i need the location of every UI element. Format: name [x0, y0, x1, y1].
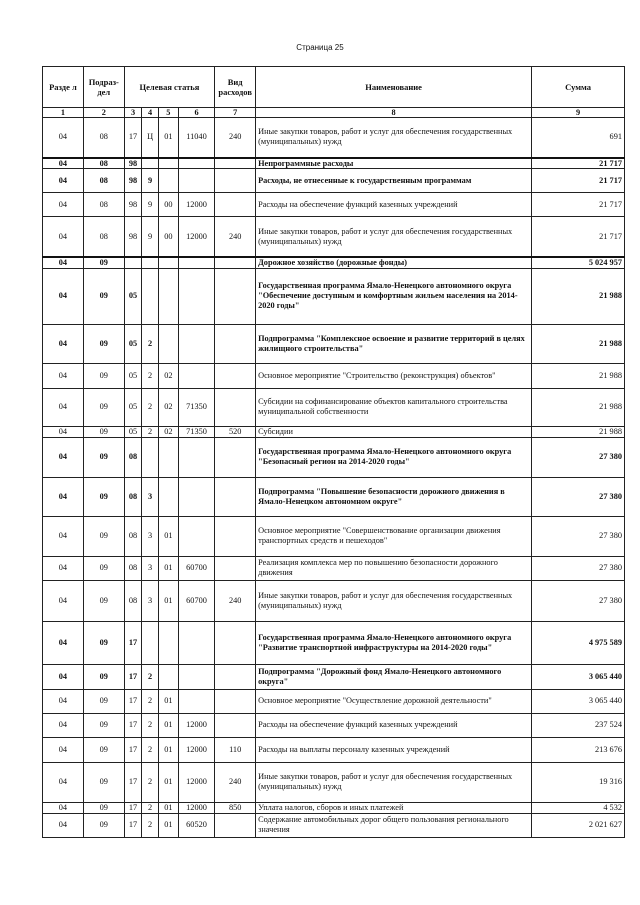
sum-cell: 2 021 627: [532, 813, 625, 837]
header-podrazdel: Подраз-дел: [83, 67, 124, 108]
event-cell: 01: [158, 802, 178, 813]
direction-cell: 60520: [178, 813, 214, 837]
razdel-cell: 04: [43, 516, 84, 556]
name-cell: Расходы, не отнесенные к государственным программам: [256, 169, 532, 193]
program-cell: 17: [124, 118, 142, 158]
program-cell: 17: [124, 664, 142, 689]
subprogram-cell: 2: [142, 324, 159, 363]
podrazdel-cell: 09: [83, 664, 124, 689]
podrazdel-cell: 09: [83, 737, 124, 762]
razdel-cell: 04: [43, 762, 84, 802]
razdel-cell: 04: [43, 158, 84, 169]
name-cell: Дорожное хозяйство (дорожные фонды): [256, 257, 532, 268]
expense-type-cell: 240: [215, 217, 256, 257]
name-cell: Субсидии: [256, 426, 532, 437]
podrazdel-cell: 09: [83, 713, 124, 737]
header-sum: Сумма: [532, 67, 625, 108]
sum-cell: 21 988: [532, 388, 625, 426]
event-cell: [158, 324, 178, 363]
expense-type-cell: [215, 169, 256, 193]
expense-type-cell: [215, 388, 256, 426]
program-cell: 98: [124, 193, 142, 217]
name-cell: Иные закупки товаров, работ и услуг для обеспечения государственных (муниципальных) нужд: [256, 118, 532, 158]
program-cell: 05: [124, 363, 142, 388]
program-cell: 05: [124, 388, 142, 426]
podrazdel-cell: 09: [83, 802, 124, 813]
subprogram-cell: 2: [142, 762, 159, 802]
col-number: 2: [83, 108, 124, 118]
subprogram-cell: 2: [142, 737, 159, 762]
col-number: 6: [178, 108, 214, 118]
sum-cell: 691: [532, 118, 625, 158]
subprogram-cell: 2: [142, 388, 159, 426]
name-cell: Субсидии на софинансирование объектов капитального строительства муниципальной собственности: [256, 388, 532, 426]
program-cell: 17: [124, 737, 142, 762]
sum-cell: 27 380: [532, 437, 625, 477]
expense-type-cell: [215, 713, 256, 737]
subprogram-cell: 2: [142, 426, 159, 437]
expense-type-cell: [215, 257, 256, 268]
podrazdel-cell: 08: [83, 158, 124, 169]
table-row: [43, 363, 625, 388]
expense-type-cell: [215, 268, 256, 324]
name-cell: Расходы на обеспечение функций казенных учреждений: [256, 713, 532, 737]
expense-type-cell: [215, 158, 256, 169]
name-cell: Расходы на обеспечение функций казенных учреждений: [256, 193, 532, 217]
program-cell: 17: [124, 802, 142, 813]
podrazdel-cell: 09: [83, 813, 124, 837]
table-row: [43, 118, 625, 158]
subprogram-cell: 2: [142, 813, 159, 837]
event-cell: [158, 664, 178, 689]
name-cell: Подпрограмма "Комплексное освоение и развитие территорий в целях жилищного строительства": [256, 324, 532, 363]
razdel-cell: 04: [43, 324, 84, 363]
razdel-cell: 04: [43, 193, 84, 217]
col-number: 9: [532, 108, 625, 118]
table-row: [43, 268, 625, 324]
razdel-cell: 04: [43, 689, 84, 713]
podrazdel-cell: 09: [83, 268, 124, 324]
podrazdel-cell: 09: [83, 556, 124, 580]
podrazdel-cell: 09: [83, 324, 124, 363]
razdel-cell: 04: [43, 257, 84, 268]
event-cell: 01: [158, 118, 178, 158]
razdel-cell: 04: [43, 217, 84, 257]
name-cell: Иные закупки товаров, работ и услуг для обеспечения государственных (муниципальных) нужд: [256, 580, 532, 621]
header-celevaya: Целевая статья: [124, 67, 215, 108]
razdel-cell: 04: [43, 556, 84, 580]
podrazdel-cell: 09: [83, 580, 124, 621]
expense-type-cell: 850: [215, 802, 256, 813]
table-row: [43, 426, 625, 437]
direction-cell: 71350: [178, 426, 214, 437]
name-cell: Подпрограмма "Повышение безопасности дорожного движения в Ямало-Ненецком автономном округе": [256, 477, 532, 516]
direction-cell: [178, 664, 214, 689]
sum-cell: 4 532: [532, 802, 625, 813]
podrazdel-cell: 09: [83, 621, 124, 664]
event-cell: 02: [158, 426, 178, 437]
col-number: 5: [158, 108, 178, 118]
direction-cell: 12000: [178, 193, 214, 217]
subprogram-cell: 9: [142, 169, 159, 193]
sum-cell: 213 676: [532, 737, 625, 762]
expense-type-cell: [215, 621, 256, 664]
expense-type-cell: [215, 516, 256, 556]
sum-cell: 21 988: [532, 426, 625, 437]
direction-cell: [178, 621, 214, 664]
name-cell: Государственная программа Ямало-Ненецкого автономного округа "Безопасный регион на 2014-2020 годы": [256, 437, 532, 477]
header-razdel: Разде л: [43, 67, 84, 108]
event-cell: [158, 169, 178, 193]
sum-cell: 21 717: [532, 158, 625, 169]
direction-cell: [178, 268, 214, 324]
event-cell: [158, 477, 178, 516]
direction-cell: 12000: [178, 802, 214, 813]
event-cell: 01: [158, 762, 178, 802]
podrazdel-cell: 08: [83, 118, 124, 158]
expense-type-cell: [215, 556, 256, 580]
sum-cell: 27 380: [532, 556, 625, 580]
sum-cell: 21 717: [532, 169, 625, 193]
sum-cell: 5 024 957: [532, 257, 625, 268]
sum-cell: 3 065 440: [532, 689, 625, 713]
program-cell: 98: [124, 169, 142, 193]
direction-cell: 71350: [178, 388, 214, 426]
program-cell: 08: [124, 556, 142, 580]
sum-cell: 21 717: [532, 193, 625, 217]
sum-cell: 21 988: [532, 268, 625, 324]
name-cell: Реализация комплекса мер по повышению безопасности дорожного движения: [256, 556, 532, 580]
table-row: [43, 621, 625, 664]
podrazdel-cell: 09: [83, 426, 124, 437]
page-label: Страница 25: [296, 43, 344, 52]
expense-type-cell: [215, 363, 256, 388]
direction-cell: [178, 363, 214, 388]
expense-type-cell: 110: [215, 737, 256, 762]
event-cell: 01: [158, 516, 178, 556]
program-cell: 98: [124, 158, 142, 169]
col-number: 3: [124, 108, 142, 118]
subprogram-cell: Ц: [142, 118, 159, 158]
direction-cell: 11040: [178, 118, 214, 158]
razdel-cell: 04: [43, 388, 84, 426]
razdel-cell: 04: [43, 477, 84, 516]
event-cell: 00: [158, 193, 178, 217]
razdel-cell: 04: [43, 737, 84, 762]
subprogram-cell: 9: [142, 193, 159, 217]
direction-cell: [178, 257, 214, 268]
table-row: [43, 713, 625, 737]
program-cell: [124, 257, 142, 268]
direction-cell: [178, 158, 214, 169]
sum-cell: 21 988: [532, 324, 625, 363]
table-row: [43, 556, 625, 580]
sum-cell: 4 975 589: [532, 621, 625, 664]
direction-cell: 12000: [178, 217, 214, 257]
col-number: 4: [142, 108, 159, 118]
expense-type-cell: 240: [215, 580, 256, 621]
sum-cell: 21 988: [532, 363, 625, 388]
razdel-cell: 04: [43, 813, 84, 837]
razdel-cell: 04: [43, 802, 84, 813]
event-cell: 01: [158, 713, 178, 737]
name-cell: Государственная программа Ямало-Ненецкого автономного округа "Развитие транспортной инфраструктуры на 2014-2020 годы": [256, 621, 532, 664]
program-cell: 17: [124, 813, 142, 837]
header-vid: Вид расходов: [215, 67, 256, 108]
direction-cell: 12000: [178, 737, 214, 762]
header-name: Наименование: [256, 67, 532, 108]
table-row: [43, 802, 625, 813]
sum-cell: 27 380: [532, 580, 625, 621]
podrazdel-cell: 09: [83, 689, 124, 713]
name-cell: Основное мероприятие "Строительство (реконструкция) объектов": [256, 363, 532, 388]
table-row: [43, 324, 625, 363]
program-cell: 08: [124, 437, 142, 477]
expense-type-cell: [215, 664, 256, 689]
podrazdel-cell: 09: [83, 388, 124, 426]
direction-cell: 60700: [178, 580, 214, 621]
podrazdel-cell: 09: [83, 516, 124, 556]
subprogram-cell: 2: [142, 363, 159, 388]
event-cell: 01: [158, 813, 178, 837]
subprogram-cell: 9: [142, 217, 159, 257]
program-cell: 05: [124, 268, 142, 324]
subprogram-cell: 2: [142, 664, 159, 689]
subprogram-cell: 2: [142, 713, 159, 737]
program-cell: 05: [124, 324, 142, 363]
subprogram-cell: 3: [142, 580, 159, 621]
program-cell: 08: [124, 580, 142, 621]
table-row: [43, 813, 625, 837]
direction-cell: [178, 516, 214, 556]
program-cell: 08: [124, 477, 142, 516]
podrazdel-cell: 08: [83, 193, 124, 217]
program-cell: 98: [124, 217, 142, 257]
expense-type-cell: [215, 324, 256, 363]
event-cell: [158, 437, 178, 477]
column-number-row: [43, 108, 625, 118]
expense-type-cell: [215, 477, 256, 516]
razdel-cell: 04: [43, 363, 84, 388]
name-cell: Расходы на выплаты персоналу казенных учреждений: [256, 737, 532, 762]
subprogram-cell: 3: [142, 477, 159, 516]
name-cell: Непрограммные расходы: [256, 158, 532, 169]
table-row: [43, 193, 625, 217]
table-row: [43, 437, 625, 477]
budget-table: [42, 66, 625, 838]
expense-type-cell: [215, 193, 256, 217]
event-cell: [158, 268, 178, 324]
name-cell: Основное мероприятие "Осуществление дорожной деятельности": [256, 689, 532, 713]
table-row: [43, 580, 625, 621]
name-cell: Иные закупки товаров, работ и услуг для обеспечения государственных (муниципальных) нужд: [256, 217, 532, 257]
sum-cell: 237 524: [532, 713, 625, 737]
sum-cell: 27 380: [532, 477, 625, 516]
event-cell: 01: [158, 556, 178, 580]
name-cell: Уплата налогов, сборов и иных платежей: [256, 802, 532, 813]
sum-cell: 27 380: [532, 516, 625, 556]
razdel-cell: 04: [43, 580, 84, 621]
direction-cell: [178, 689, 214, 713]
name-cell: Основное мероприятие "Совершенствование организации движения транспортных средств и пешеходов": [256, 516, 532, 556]
direction-cell: 12000: [178, 713, 214, 737]
table-row: [43, 516, 625, 556]
name-cell: Государственная программа Ямало-Ненецкого автономного округа "Обеспечение доступным и комфортным жильем населения на 2014-2020 годы": [256, 268, 532, 324]
sum-cell: 21 717: [532, 217, 625, 257]
program-cell: 17: [124, 762, 142, 802]
razdel-cell: 04: [43, 169, 84, 193]
direction-cell: [178, 477, 214, 516]
razdel-cell: 04: [43, 268, 84, 324]
event-cell: 01: [158, 737, 178, 762]
podrazdel-cell: 09: [83, 477, 124, 516]
subprogram-cell: 3: [142, 516, 159, 556]
razdel-cell: 04: [43, 713, 84, 737]
expense-type-cell: [215, 689, 256, 713]
program-cell: 05: [124, 426, 142, 437]
table-row: [43, 664, 625, 689]
expense-type-cell: 240: [215, 118, 256, 158]
subprogram-cell: [142, 268, 159, 324]
event-cell: [158, 158, 178, 169]
podrazdel-cell: 09: [83, 257, 124, 268]
subprogram-cell: [142, 257, 159, 268]
subprogram-cell: [142, 437, 159, 477]
podrazdel-cell: 09: [83, 762, 124, 802]
razdel-cell: 04: [43, 437, 84, 477]
podrazdel-cell: 08: [83, 217, 124, 257]
subprogram-cell: 2: [142, 689, 159, 713]
expense-type-cell: 240: [215, 762, 256, 802]
razdel-cell: 04: [43, 621, 84, 664]
direction-cell: [178, 437, 214, 477]
expense-type-cell: [215, 813, 256, 837]
expense-type-cell: 520: [215, 426, 256, 437]
name-cell: Подпрограмма "Дорожный фонд Ямало-Ненецкого автономного округа": [256, 664, 532, 689]
table-row: [43, 257, 625, 268]
direction-cell: [178, 169, 214, 193]
subprogram-cell: 2: [142, 802, 159, 813]
subprogram-cell: 3: [142, 556, 159, 580]
razdel-cell: 04: [43, 664, 84, 689]
table-row: [43, 388, 625, 426]
podrazdel-cell: 09: [83, 437, 124, 477]
subprogram-cell: [142, 158, 159, 169]
table-body: [43, 108, 625, 838]
col-number: 8: [256, 108, 532, 118]
table-row: [43, 158, 625, 169]
sum-cell: 19 316: [532, 762, 625, 802]
event-cell: 00: [158, 217, 178, 257]
table-row: [43, 477, 625, 516]
name-cell: Содержание автомобильных дорог общего пользования регионального значения: [256, 813, 532, 837]
table-row: [43, 689, 625, 713]
program-cell: 08: [124, 516, 142, 556]
program-cell: 17: [124, 689, 142, 713]
event-cell: 01: [158, 580, 178, 621]
event-cell: 02: [158, 388, 178, 426]
razdel-cell: 04: [43, 426, 84, 437]
col-number: 1: [43, 108, 84, 118]
podrazdel-cell: 09: [83, 363, 124, 388]
event-cell: 01: [158, 689, 178, 713]
event-cell: [158, 621, 178, 664]
direction-cell: 60700: [178, 556, 214, 580]
program-cell: 17: [124, 713, 142, 737]
event-cell: 02: [158, 363, 178, 388]
subprogram-cell: [142, 621, 159, 664]
sum-cell: 3 065 440: [532, 664, 625, 689]
podrazdel-cell: 08: [83, 169, 124, 193]
table-row: [43, 169, 625, 193]
program-cell: 17: [124, 621, 142, 664]
col-number: 7: [215, 108, 256, 118]
razdel-cell: 04: [43, 118, 84, 158]
expense-type-cell: [215, 437, 256, 477]
table-row: [43, 737, 625, 762]
name-cell: Иные закупки товаров, работ и услуг для обеспечения государственных (муниципальных) нужд: [256, 762, 532, 802]
direction-cell: [178, 324, 214, 363]
table-row: [43, 762, 625, 802]
event-cell: [158, 257, 178, 268]
table-row: [43, 217, 625, 257]
direction-cell: 12000: [178, 762, 214, 802]
